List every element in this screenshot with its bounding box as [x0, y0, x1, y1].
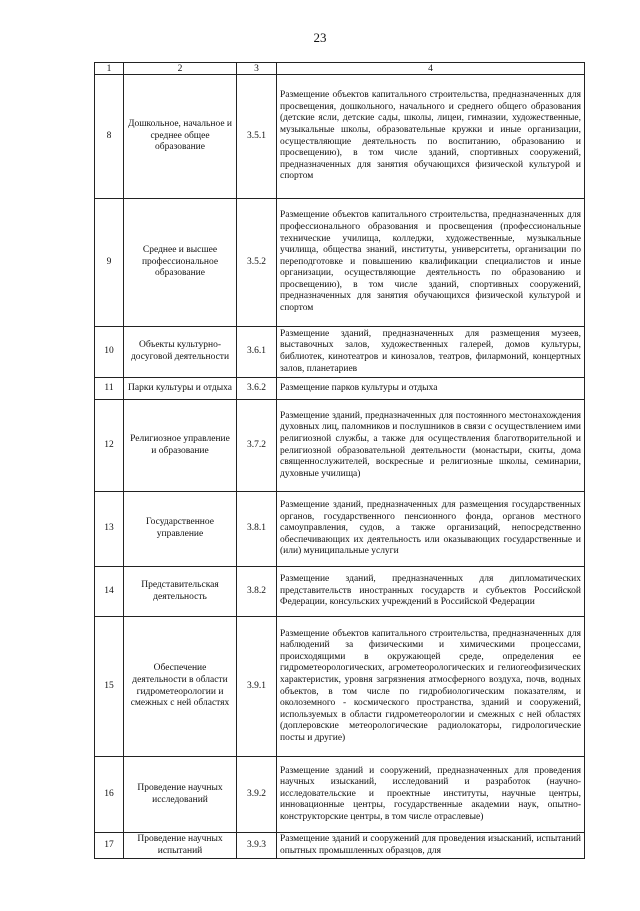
use-type-description: Размещение зданий, предназначенных для размещения музеев, выставочных залов, художественных галерей, домов культуры, библиотек, кинотеатров и кинозалов, театров, филармоний, концертных залов, планетариев — [277, 327, 585, 378]
use-type-description: Размещение зданий и сооружений, предназначенных для проведения научных изысканий, исследований и разработок (научно-исследовательские и проектные институты, научные центры, инновационные центры, государственные академии наук, опытно-конструкторские центры, в том числе отраслевые) — [277, 757, 585, 833]
use-type-description: Размещение зданий, предназначенных для дипломатических представительств иностранных государств и субъектов Российской Федерации, консульских учреждений в Российской Федерации — [277, 567, 585, 617]
use-type-name: Проведение научных испытаний — [124, 833, 237, 859]
table-row — [95, 400, 585, 492]
table-row — [95, 833, 585, 859]
use-type-description: Размещение объектов капитального строительства, предназначенных для профессионального образования и просвещения (профессиональные технические училища, колледжи, художественные, музыкальные училища, общества знаний, институты, университеты, организации по переподготовке и повышению квалификации специалистов и иные организации, осуществляющие деятельность по образованию и просвещению), в том числе зданий, спортивных сооружений, предназначенных для занятия обучающихся физической культурой и спортом — [277, 199, 585, 327]
use-type-code: 3.9.2 — [237, 757, 277, 833]
row-number: 12 — [95, 400, 124, 492]
use-type-name: Парки культуры и отдыха — [124, 378, 237, 400]
use-type-name: Среднее и высшее профессиональное образование — [124, 199, 237, 327]
use-type-name: Обеспечение деятельности в области гидрометеорологии и смежных с ней областях — [124, 617, 237, 757]
table-row — [95, 757, 585, 833]
use-type-name: Дошкольное, начальное и среднее общее образование — [124, 75, 237, 199]
use-type-code: 3.5.1 — [237, 75, 277, 199]
table-row — [95, 617, 585, 757]
row-number: 17 — [95, 833, 124, 859]
row-number: 10 — [95, 327, 124, 378]
use-type-code: 3.5.2 — [237, 199, 277, 327]
table-row — [95, 378, 585, 400]
row-number: 11 — [95, 378, 124, 400]
use-type-code: 3.8.1 — [237, 492, 277, 567]
use-type-description: Размещение объектов капитального строительства, предназначенных для наблюдений за физическими и химическими процессами, происходящими в окружающей среде, определения ее гидрометеорологических, агрометеорологических и гелиогеофизических характеристик, уровня загрязнения атмосферного воздуха, почв, водных объектов, в том числе по гидробиологическим показателям, и околоземного - космического пространства, зданий и сооружений, используемых в области гидрометеорологии и смежных с ней областях (доплеровские метеорологические радиолокаторы, гидрологические посты и другие) — [277, 617, 585, 757]
table-row — [95, 199, 585, 327]
table-row — [95, 75, 585, 199]
row-number: 15 — [95, 617, 124, 757]
row-number: 9 — [95, 199, 124, 327]
use-type-code: 3.9.3 — [237, 833, 277, 859]
use-type-description: Размещение зданий, предназначенных для постоянного местонахождения духовных лиц, паломников и послушников в связи с осуществлением ими религиозной службы, а также для осуществления благотворительной и религиозной образовательной деятельности (монастыри, скиты, дома священнослужителей, воскресные и религиозные школы, семинарии, духовные училища) — [277, 400, 585, 492]
use-type-description: Размещение зданий, предназначенных для размещения государственных органов, государственного пенсионного фонда, органов местного самоуправления, судов, а также организаций, непосредственно обеспечивающих их деятельность или оказывающих государственные и (или) муниципальные услуги — [277, 492, 585, 567]
table-row — [95, 327, 585, 378]
header-cell-3: 3 — [237, 63, 277, 75]
use-type-description: Размещение зданий и сооружений для проведения изысканий, испытаний опытных промышленных образцов, для — [277, 833, 585, 859]
use-type-name: Представительская деятельность — [124, 567, 237, 617]
use-type-description: Размещение парков культуры и отдыха — [277, 378, 585, 400]
table-row — [95, 492, 585, 567]
use-type-name: Религиозное управление и образование — [124, 400, 237, 492]
use-type-name: Проведение научных исследований — [124, 757, 237, 833]
land-use-table — [94, 62, 585, 859]
use-type-code: 3.9.1 — [237, 617, 277, 757]
header-row — [95, 63, 585, 75]
row-number: 8 — [95, 75, 124, 199]
table-row — [95, 567, 585, 617]
use-type-name: Объекты культурно-досуговой деятельности — [124, 327, 237, 378]
header-cell-2: 2 — [124, 63, 237, 75]
use-type-code: 3.6.1 — [237, 327, 277, 378]
header-cell-1: 1 — [95, 63, 124, 75]
row-number: 14 — [95, 567, 124, 617]
page-number: 23 — [313, 30, 327, 45]
row-number: 13 — [95, 492, 124, 567]
header-cell-4: 4 — [277, 63, 585, 75]
use-type-code: 3.6.2 — [237, 378, 277, 400]
use-type-code: 3.8.2 — [237, 567, 277, 617]
row-number: 16 — [95, 757, 124, 833]
use-type-code: 3.7.2 — [237, 400, 277, 492]
use-type-name: Государственное управление — [124, 492, 237, 567]
use-type-description: Размещение объектов капитального строительства, предназначенных для просвещения, дошкольного, начального и среднего общего образования (детские ясли, детские сады, школы, лицеи, гимназии, художественные, музыкальные школы, образовательные кружки и иные организации, осуществляющие деятельность по воспитанию, образованию и просвещению), в том числе зданий, спортивных сооружений, предназначенных для занятия обучающихся физической культурой и спортом — [277, 75, 585, 199]
